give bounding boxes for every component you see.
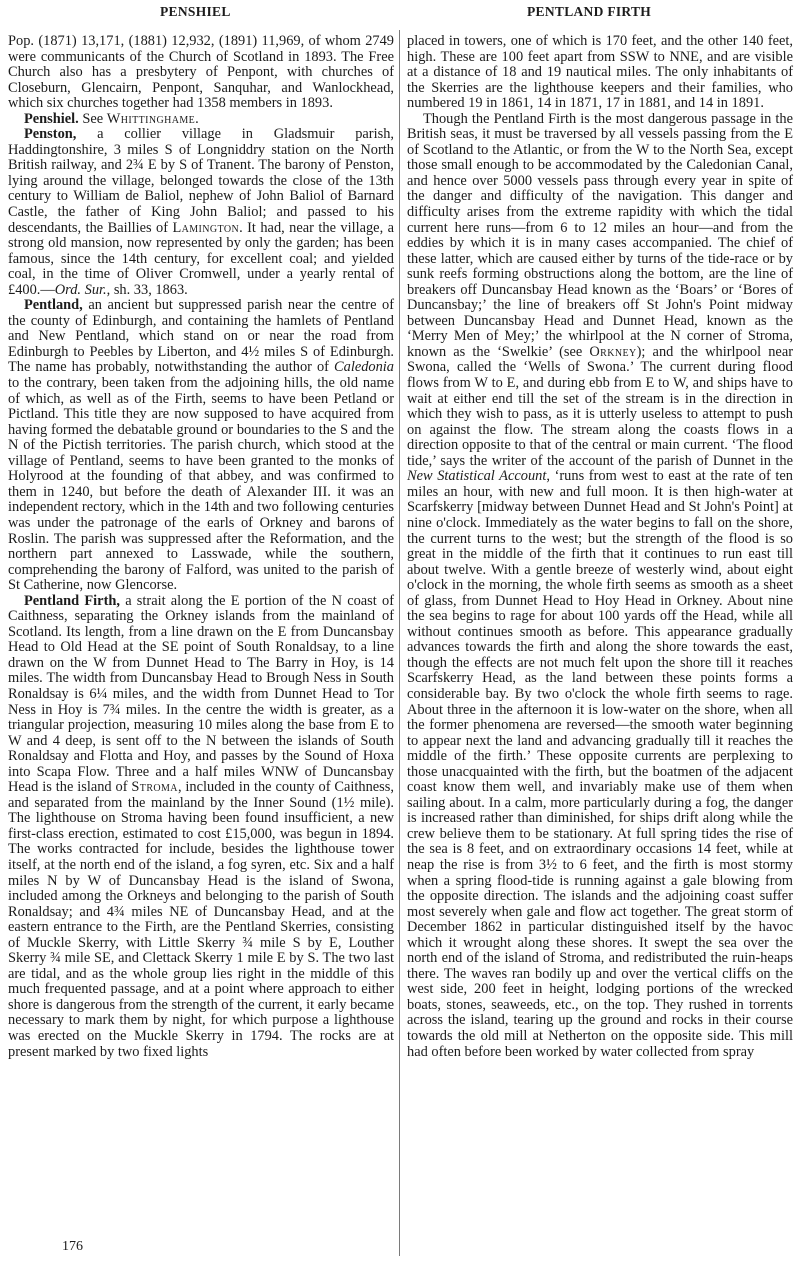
headword: Penshiel. <box>24 110 79 127</box>
citation: New Statistical Account <box>407 468 547 485</box>
page-number: 176 <box>62 1239 83 1254</box>
entry-text: See <box>78 110 107 127</box>
entry-text: . <box>195 110 199 127</box>
cross-reference: Lamington <box>172 219 240 236</box>
entry-pentland-firth <box>8 594 394 1060</box>
entry-text: , sh. 33, 1863. <box>106 281 188 298</box>
entry-text: to the contrary, been taken from the adjoining hills, the old name of which, as well as of the Firth, seems to have been Petland or Pictland. This title they are now supposed to have acquired from having formed the debatable ground or boundaries to the S and the N of the Pictish territories. The parish church, which stood at the village of Pentland, seems to have been granted to the monks of Holyrood at the founding of that abbey, and was confirmed to them in 1240, but before the death of Alexander III. it was an independent rectory, which in the 14th and two following centuries was under the patronage of the earls of Orkney and barons of Roslin. The parish was suppressed after the Reformation, and the northern part annexed to Lasswade, while the southern, comprehending the barony of Falford, was united to the parish of St Catherine, now Glencorse. <box>8 375 394 594</box>
headword: Penston, <box>24 126 77 143</box>
citation: Ord. Sur. <box>54 281 107 298</box>
entry-text: , included in the county of Caithness, and separated from the mainland by the Inner Sound (1½ mile). The lighthouse on Stroma having been found insufficient, a new first-class erection, estimated to cost £15,000, was begun in 1894. The works contracted for include, besides the lighthouse tower itself, at the north end of the island, a fog syren, etc. Six and a half miles N by W of Duncansbay Head is the island of Swona, included among the Orkneys and belonging to the parish of South Ronaldsay; and 4¾ miles NE of Duncansbay Head, and at the eastern entrance to the Firth, are the Pentland Skerries, consisting of Muckle Skerry, with Little Skerry ¾ mile S by E, Louther Skerry ¾ mile SE, and Clettack Skerry 1 mile E by S. The two last are tidal, and as the whole group lies right in the middle of this much frequented passage, and at a point where approach to either shore is dangerous from the strength of the current, it early became necessary to mark them by night, for which purpose a lighthouse was erected on the Muckle Skerry in 1794. The rocks are at present marked by two fixed lights <box>8 779 395 1060</box>
entry-penshiel <box>8 112 394 128</box>
continued-entry: Pop. (1871) 13,171, (1881) 12,932, (1891) 11,969, of whom 2749 were communicants of the Church of Scotland in 1893. The Free Church also has a presbytery of Penpont, with churches of Closeburn, Glencairn, Penpont, Sanquhar, and Wanlockhead, which six churches together had 1358 members in 1893. <box>8 33 394 112</box>
headword: Pentland, <box>24 297 83 314</box>
entry-text: . It had, near the village, a strong old mansion, now represented by only the garden; has been famous, since the 14th century, for excellent coal; and yielded coal, in the time of Oliver Cromwell, under a yearly rental of £400.— <box>8 219 394 298</box>
paragraph-text: ); and the whirlpool near Swona, called the ‘Wells of Swona.’ The current during flood flows from W to E, and during ebb from E to W, and ships have to wait at either end till the set of the stream is in the direction in which they wish to pass, as it is utterly useless to attempt to push on against the flow. The stream along the coasts flows in a direction opposite to that of the central or main current. ‘The flood tide,’ says the writer of the account of the parish of Dunnet in the <box>407 343 793 469</box>
right-running-head: PENTLAND FIRTH <box>527 4 652 19</box>
cross-reference: Whittinghame <box>106 110 196 127</box>
cross-reference: Orkney <box>589 343 637 360</box>
left-running-head: PENSHIEL <box>160 4 231 19</box>
entry-pentland <box>8 298 394 593</box>
paragraph-navigation <box>407 112 793 1060</box>
entry-text: a strait along the E portion of the N coast of Caithness, separating the Orkney islands from the mainland of Scotland. Its length, from a line drawn on the E from Duncansbay Head to Old Head at the SE point of South Ronaldsay, to a line drawn on the W from Dunnet Head to The Barry in Hoy, is 14 miles. The width from Duncansbay Head to Brough Ness in South Ronaldsay is 6¼ miles, and the width from Dunnet Head to Tor Ness in Hoy is 7¾ miles. In the centre the width is greater, as a triangular projection, measuring 10 miles along the base from E to W and 4 deep, is sent off to the N between the islands of South Ronaldsay and Flotta and Hoy, and passes by the Sound of Hoxa into Scapa Flow. Three and a half miles WNW of Duncansbay Head is the island of <box>8 592 394 796</box>
paragraph-text: Though the Pentland Firth is the most dangerous passage in the British seas, it must be traversed by all vessels passing from the E of Scotland to the Atlantic, or from the W to the North Sea, except those small enough to be accommodated by the Caledonian Canal, and hence over 5000 vessels pass through every year in spite of the danger and difficulty of the navigation. This danger and difficulty arises from the extreme rapidity with which the tidal current here runs—from 6 to 12 miles an hour—and from the eddies by which it is in many cases accompanied. The chief of these latter, which are caused either by turns of the tide-race or by sunk reefs forming obstructions along the bottom, are the line of breakers off Duncansbay Head known as the ‘Boars’ or ‘Bores of Duncansbay;’ the line of breakers off St John's Point midway between Duncansbay Head and Dunnet Head, known as the ‘Merry Men of Mey;’ the whirlpool at the N corner of Stroma, known as the ‘Swelkie’ (see <box>407 110 793 360</box>
entry-penston <box>8 127 394 298</box>
right-column <box>407 34 793 1060</box>
cross-reference: Stroma <box>131 779 178 796</box>
citation: Caledonia <box>334 359 394 376</box>
continued-paragraph: placed in towers, one of which is 170 feet, and the other 140 feet, high. These are 100 feet apart from SSW to NNE, and are visible at a distance of 18 and 19 nautical miles. The only inhabitants of the Skerries are the lighthouse keepers and their families, who numbered 19 in 1861, 14 in 1871, 17 in 1881, and 14 in 1891. <box>407 33 793 112</box>
column-divider <box>399 30 400 1256</box>
headword: Pentland Firth, <box>24 592 120 609</box>
entry-text: an ancient but suppressed parish near the centre of the county of Edinburgh, and containing the hamlets of Pentland and New Pentland, which stand on or near the road from Edinburgh to Peebles by Liberton, and 4½ miles S of Edinburgh. The name has probably, notwithstanding the author of <box>8 297 394 376</box>
entry-text: a collier village in Gladsmuir parish, Haddingtonshire, 3 miles S of Longniddry station on the North British railway, and 2¾ E by S of Tranent. The barony of Penston, lying around the village, belonged towards the close of the 13th century to William de Baliol, nephew of John Baliol of Barnard Castle, the father of King John Baliol; and passed to his descendants, the Baillies of <box>8 126 394 236</box>
paragraph-text: , ‘runs from west to east at the rate of ten miles an hour, with new and full moon. It is then high-water at Scarfskerry [midway between Dunnet Head and St John's Point] at nine o'clock. Immediately as the water begins to fall on the shore, the current turns to the west; but the strength of the flood is so great in the middle of the firth that it continues to run east till about twelve. With a gentle breeze of westerly wind, about eight o'clock in the morning, the whole firth seems as smooth as a sheet of glass, from Dunnet Head to Hoy Head in Orkney. About nine the sea begins to rage for about 100 yards off the Head, while all without continues smooth as before. This appearance gradually advances towards the firth and along the shore towards the east, though the effects are not much felt upon the shore till it reaches Scarfskerry Head, as the land between these points forms a considerable bay. By two o'clock the whole firth seems to rage. About three in the afternoon it is low-water on the shore, when all the former phenomena are reversed—the smooth water beginning to appear next the land and advancing gradually till it reaches the middle of the firth.’ These opposite currents are perplexing to those unacquainted with the firth, but the boatmen of the adjacent coast know them well, and invariably make use of them when sailing about. In a calm, more particularly during a fog, the danger is increased rather than diminished, for ships drift along while the crew believe them to be stationary. At full spring tides the rise of the sea is 8 feet, and on extraordinary occasions 14 feet, while at neap the rise is from 3½ to 6 feet, and the firth is most stormy when a spring flood-tide is running against a gale blowing from the opposite direction. The islands and the adjoining coast suffer most severely when gale and flow act together. The great storm of December 1862 in particular distinguished itself by the havoc which it wrought along these shores. It swept the sea over the north end of the island of Stroma, and redistributed the ruin-heaps there. The waves ran bodily up and over the vertical cliffs on the west side, 200 feet in height, lodging portions of the wrecked boats, stones, seaweeds, etc., on the top. They rushed in torrents across the island, tearing up the ground and rocks in their course towards the old mill at Netherton on the opposite side. This mill had often before been worked by water collected from spray <box>407 468 794 1060</box>
left-column <box>8 34 394 1060</box>
